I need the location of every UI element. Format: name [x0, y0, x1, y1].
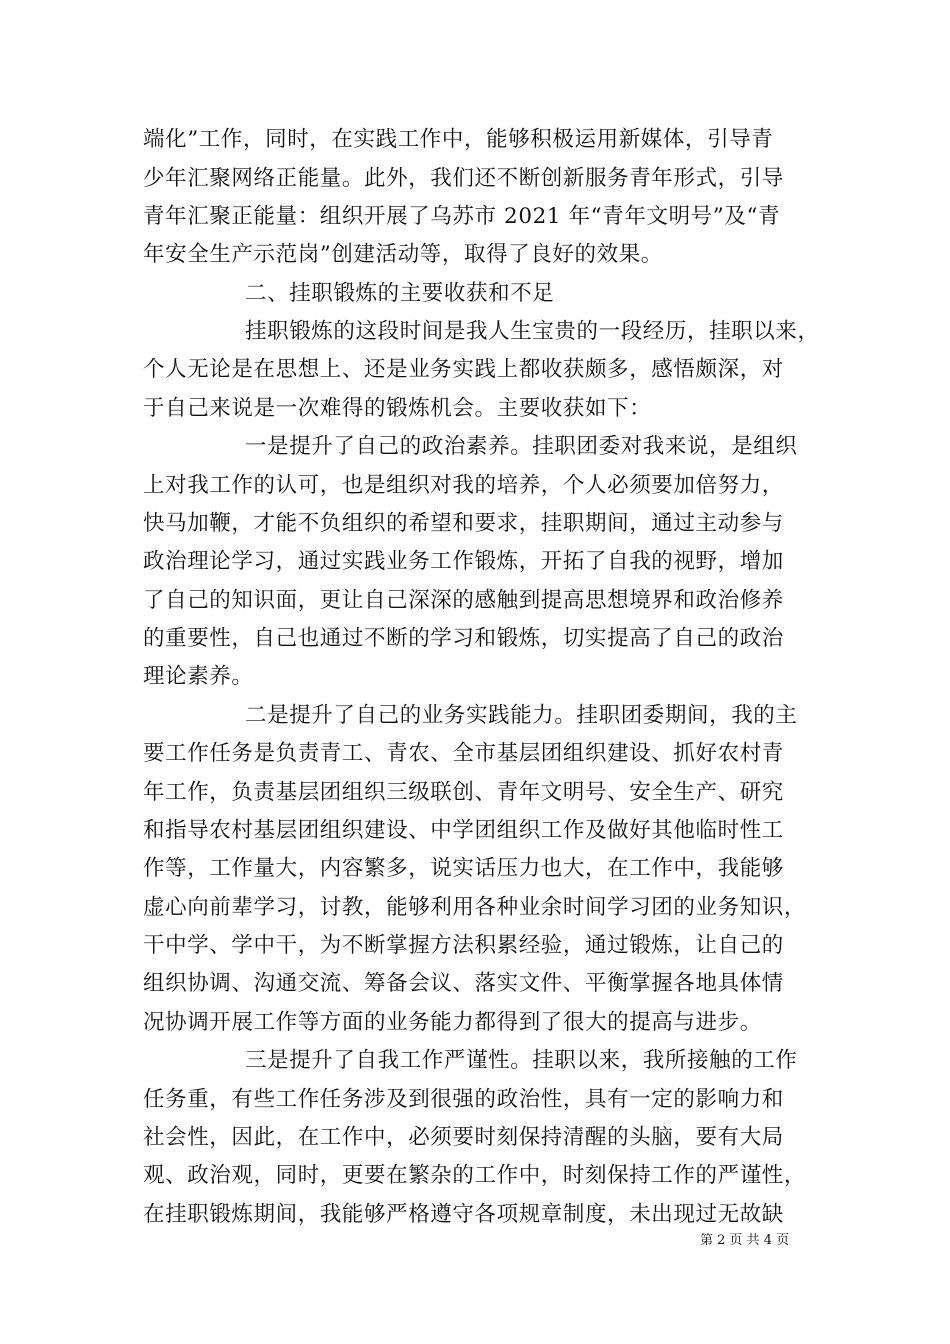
body-text-line: 和指导农村基层团组织建设、中学团组织工作及做好其他临时性工	[143, 818, 784, 843]
section-heading: 二、挂职锻炼的主要收获和不足	[245, 281, 555, 306]
body-text-line: 在挂职锻炼期间，我能够严格遵守各项规章制度，未出现过无故缺	[143, 1202, 784, 1227]
body-text-line: 于自己来说是一次难得的锻炼机会。主要收获如下：	[143, 396, 652, 421]
paragraph-first-line: 三是提升了自我工作严谨性。挂职以来，我所接触的工作	[245, 1048, 798, 1073]
body-text-line: 理论素养。	[143, 664, 254, 689]
body-text-line: 要工作任务是负责青工、青农、全市基层团组织建设、抓好农村青	[143, 741, 784, 766]
paragraph-first-line: 二是提升了自己的业务实践能力。挂职团委期间，我的主	[245, 703, 798, 728]
body-text-line: 虚心向前辈学习，讨教，能够利用各种业余时间学习团的业务知识，	[143, 895, 807, 920]
body-text-line: 快马加鞭，才能不负组织的希望和要求，挂职期间，通过主动参与	[143, 511, 784, 536]
body-text-line: 政治理论学习，通过实践业务工作锻炼，开拓了自我的视野，增加	[143, 549, 784, 574]
paragraph-first-line: 挂职锻炼的这段时间是我人生宝贵的一段经历，挂职以来，	[245, 319, 820, 344]
body-text-line: 干中学、学中干，为不断掌握方法积累经验，通过锻炼，让自己的	[143, 933, 784, 958]
page-number-footer: 第 2 页 共 4 页	[700, 1233, 790, 1248]
body-text-line: 少年汇聚网络正能量。此外，我们还不断创新服务青年形式，引导	[143, 166, 784, 191]
body-text-line: 作等，工作量大，内容繁多，说实话压力也大，在工作中，我能够	[143, 856, 784, 881]
body-text-line: 了自己的知识面，更让自己深深的感触到提高思想境界和政治修养	[143, 588, 784, 613]
body-text-line: 上对我工作的认可，也是组织对我的培养，个人必须要加倍努力，	[143, 473, 784, 498]
body-text-line: 况协调开展工作等方面的业务能力都得到了很大的提高与进步。	[143, 1010, 762, 1035]
body-text-line: 个人无论是在思想上、还是业务实践上都收获颇多，感悟颇深，对	[143, 357, 784, 382]
body-text-line: 青年汇聚正能量：组织开展了乌苏市 2021 年“青年文明号”及“青	[143, 204, 781, 229]
body-text-line: 观、政治观，同时，更要在繁杂的工作中，时刻保持工作的严谨性，	[143, 1163, 807, 1188]
body-text-line: 端化”工作，同时，在实践工作中，能够积极运用新媒体，引导青	[143, 127, 774, 152]
paragraph-first-line: 一是提升了自己的政治素养。挂职团委对我来说，是组织	[245, 434, 798, 459]
body-text-line: 组织协调、沟通交流、筹备会议、落实文件、平衡掌握各地具体情	[143, 971, 784, 996]
body-text-line: 社会性，因此，在工作中，必须要时刻保持清醒的头脑，要有大局	[143, 1125, 784, 1150]
body-text-line: 年工作，负责基层团组织三级联创、青年文明号、安全生产、研究	[143, 780, 784, 805]
body-text-line: 年安全生产示范岗”创建活动等，取得了良好的效果。	[143, 242, 663, 267]
body-text-line: 的重要性，自己也通过不断的学习和锻炼，切实提高了自己的政治	[143, 626, 784, 651]
body-text-line: 任务重，有些工作任务涉及到很强的政治性，具有一定的影响力和	[143, 1087, 784, 1112]
